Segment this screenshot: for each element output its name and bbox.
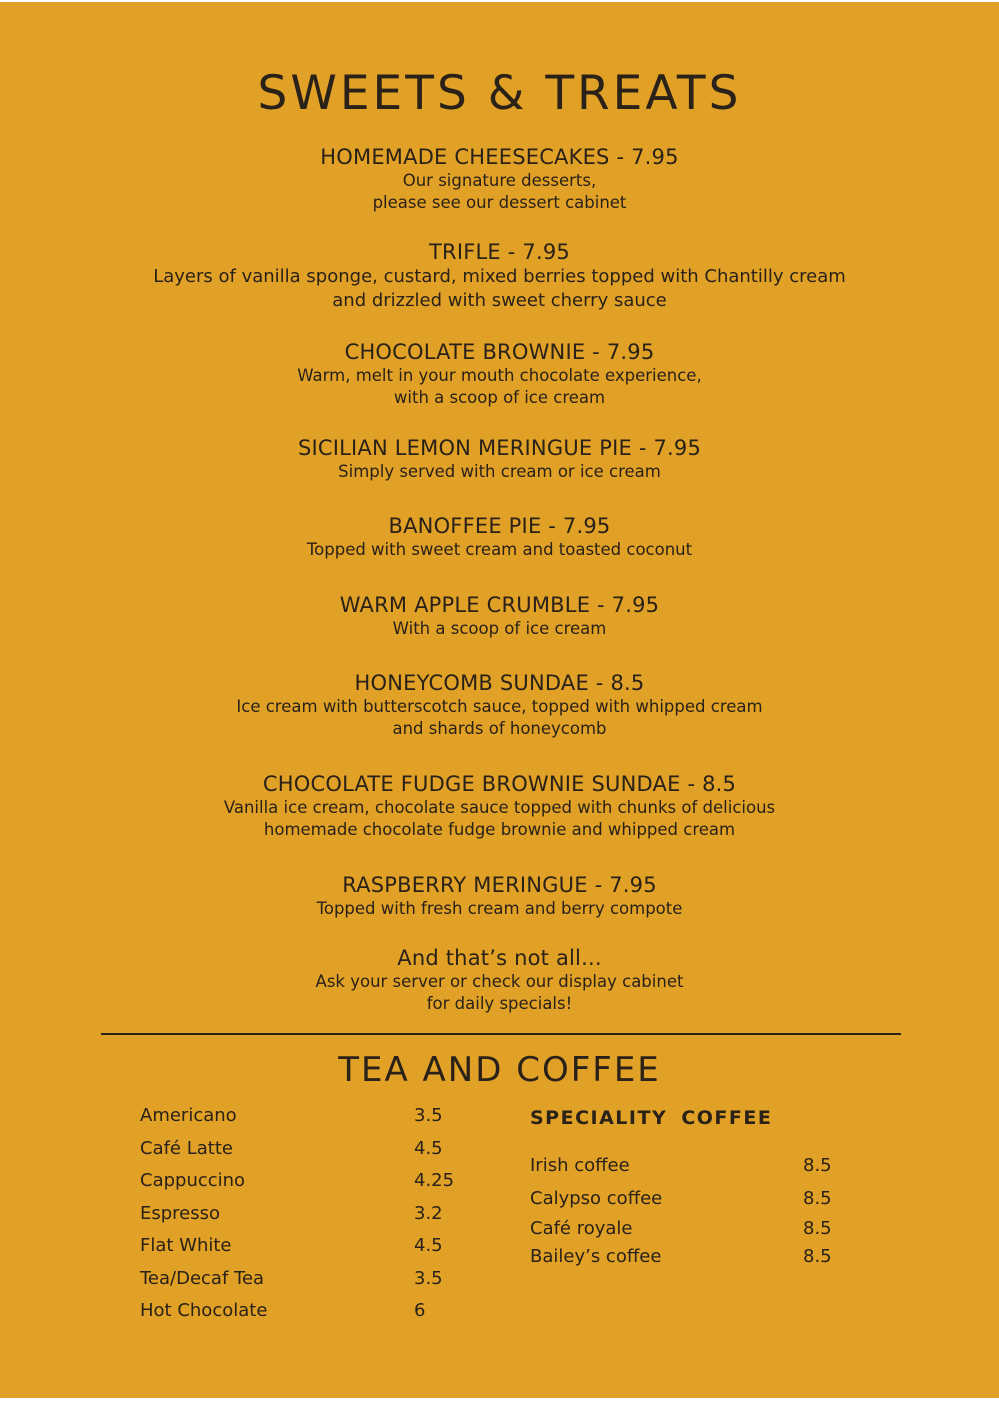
specials-heading: And that’s not all...	[397, 946, 602, 970]
dessert-name: BANOFFEE PIE - 7.95	[388, 514, 611, 538]
dessert-item	[0, 771, 999, 841]
drink-item	[140, 1100, 480, 1133]
drink-price: 4.25	[414, 1170, 455, 1191]
dessert-item	[0, 144, 999, 214]
dessert-item	[0, 239, 999, 313]
drink-item	[140, 1133, 480, 1166]
dessert-description: Topped with sweet cream and toasted coconut	[306, 540, 693, 559]
speciality-price: 8.5	[803, 1155, 832, 1176]
speciality-coffee-list	[530, 1150, 850, 1271]
tea-coffee-title: TEA AND COFFEE	[338, 1050, 661, 1090]
drink-item	[140, 1263, 480, 1296]
speciality-coffee-title: SPECIALITY COFFEE	[530, 1107, 773, 1129]
dessert-item	[0, 592, 999, 640]
dessert-description: Warm, melt in your mouth chocolate experience, with a scoop of ice cream	[297, 366, 702, 407]
speciality-name: Irish coffee	[530, 1155, 630, 1176]
speciality-price: 8.5	[803, 1246, 832, 1267]
speciality-price: 8.5	[803, 1218, 832, 1239]
dessert-description: Topped with fresh cream and berry compote	[316, 899, 683, 918]
dessert-name: CHOCOLATE FUDGE BROWNIE SUNDAE - 8.5	[262, 772, 737, 796]
speciality-item	[530, 1183, 850, 1216]
drink-price: 4.5	[414, 1235, 443, 1256]
drink-price: 6	[414, 1300, 426, 1321]
specials-note	[0, 945, 999, 1015]
drink-name: Espresso	[140, 1202, 221, 1224]
speciality-name: Café royale	[530, 1218, 633, 1239]
drink-price: 3.5	[414, 1105, 443, 1126]
drink-price: 3.2	[414, 1202, 443, 1224]
dessert-item	[0, 872, 999, 920]
speciality-name: Calypso coffee	[530, 1187, 663, 1209]
dessert-item	[0, 435, 999, 483]
drink-item	[140, 1165, 480, 1198]
drink-item	[140, 1198, 480, 1231]
dessert-description: Layers of vanilla sponge, custard, mixed berries topped with Chantilly cream and drizzled with sweet cherry sauce	[153, 266, 846, 311]
drink-name: Flat White	[140, 1235, 232, 1256]
dessert-name: CHOCOLATE BROWNIE - 7.95	[344, 340, 655, 364]
dessert-description: Ice cream with butterscotch sauce, topped with whipped cream and shards of honeycomb	[236, 697, 763, 738]
drink-price: 3.5	[414, 1267, 443, 1289]
dessert-name: WARM APPLE CRUMBLE - 7.95	[339, 593, 660, 617]
drink-name: Tea/Decaf Tea	[140, 1267, 265, 1289]
dessert-name: TRIFLE - 7.95	[429, 240, 570, 264]
drink-name: Cappuccino	[140, 1170, 246, 1191]
dessert-name: HONEYCOMB SUNDAE - 8.5	[354, 671, 645, 695]
speciality-item	[530, 1215, 850, 1243]
dessert-item	[0, 670, 999, 740]
drink-price: 4.5	[414, 1137, 443, 1159]
dessert-item	[0, 339, 999, 409]
drink-name: Americano	[140, 1105, 237, 1126]
speciality-name: Bailey’s coffee	[530, 1246, 662, 1267]
speciality-item	[530, 1243, 850, 1271]
drink-name: Café Latte	[140, 1137, 233, 1159]
specials-description: Ask your server or check our display cabinet for daily specials!	[315, 972, 684, 1013]
menu-title: SWEETS & TREATS	[257, 66, 742, 121]
dessert-name: HOMEMADE CHEESECAKES - 7.95	[320, 145, 679, 169]
dessert-description: Vanilla ice cream, chocolate sauce topped with chunks of delicious homemade chocolate fudge brownie and whipped cream	[223, 798, 776, 839]
drink-name: Hot Chocolate	[140, 1300, 268, 1321]
menu-page	[0, 2, 999, 1398]
drink-item	[140, 1295, 480, 1328]
tea-coffee-list	[140, 1100, 480, 1328]
drink-item	[140, 1230, 480, 1263]
dessert-name: SICILIAN LEMON MERINGUE PIE - 7.95	[297, 436, 702, 460]
dessert-description: Our signature desserts, please see our dessert cabinet	[372, 171, 627, 212]
dessert-item	[0, 513, 999, 561]
dessert-name: RASPBERRY MERINGUE - 7.95	[342, 873, 657, 897]
dessert-description: Simply served with cream or ice cream	[338, 462, 661, 481]
dessert-description: With a scoop of ice cream	[392, 619, 607, 638]
section-divider	[101, 1033, 901, 1035]
speciality-item	[530, 1150, 850, 1183]
speciality-price: 8.5	[803, 1187, 832, 1209]
